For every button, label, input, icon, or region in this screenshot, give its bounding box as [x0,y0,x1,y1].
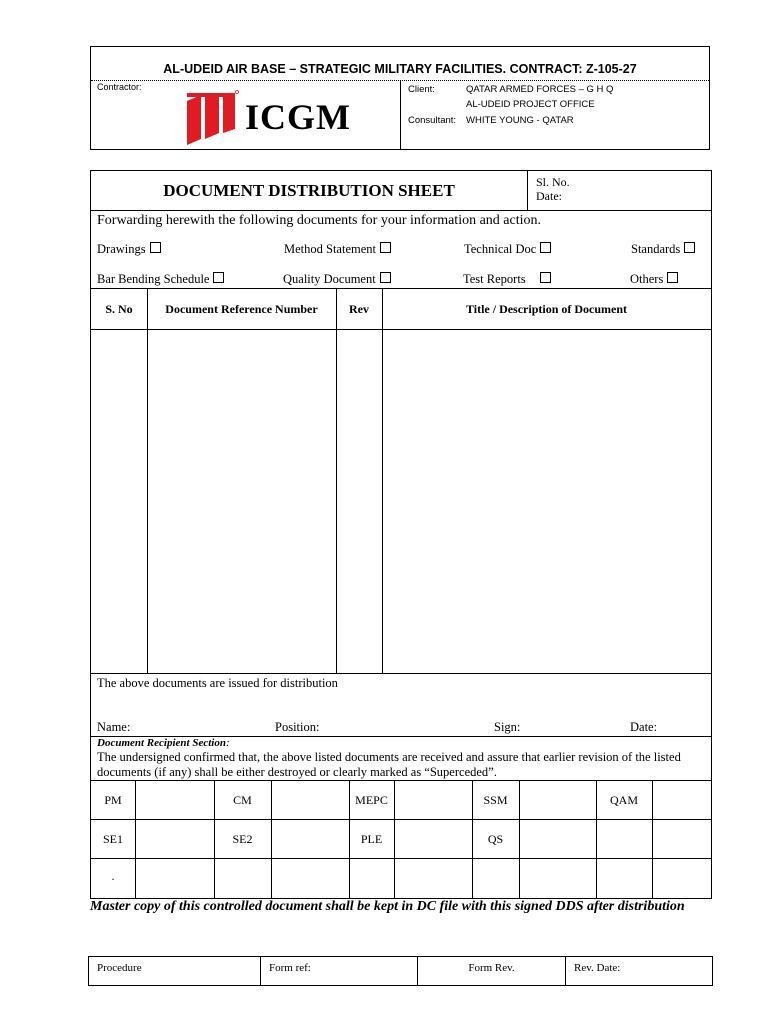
ref-number-entry-area[interactable] [148,330,336,673]
serial-date-box [527,171,711,211]
contractor-cell [91,81,401,149]
project-title: AL-UDEID AIR BASE – STRATEGIC MILITARY FACILITIES. CONTRACT: Z-105-27 [91,47,709,81]
checkbox-standards[interactable] [631,242,695,257]
checkbox-label: Technical Doc [464,242,537,256]
title-entry-area[interactable] [383,330,711,673]
position-field[interactable]: Position: [275,720,320,734]
recipient-heading-colon: : [225,737,230,749]
checkbox-square-icon[interactable] [380,272,391,283]
client-label: Client: [408,84,435,95]
checkbox-label: Bar Bending Schedule [97,272,210,286]
checkbox-square-icon[interactable] [540,272,551,283]
checkbox-test-reports[interactable] [463,272,551,287]
recipient-heading-text: Document Recipient Section [97,737,226,749]
se2-signature-cell[interactable] [272,820,349,858]
checkbox-square-icon[interactable] [684,242,695,253]
cm-signature-cell[interactable] [272,781,349,819]
recipient-cm: CM [233,793,252,807]
pm-signature-cell[interactable] [136,781,214,819]
column-header-rev: Rev [349,302,369,316]
document-table [91,288,711,674]
consultant-label: Consultant: [408,115,457,126]
column-header-title: Title / Description of Document [465,302,628,316]
checkbox-technical-doc[interactable] [464,242,551,257]
recipient-mepc: MEPC [355,793,388,807]
recipient-grid [91,780,711,898]
checkbox-square-icon[interactable] [540,242,551,253]
consultant-value: WHITE YOUNG - QATAR [466,115,574,126]
checkbox-square-icon[interactable] [150,242,161,253]
checkbox-square-icon[interactable] [380,242,391,253]
distribution-form [90,170,712,899]
footer-form-ref: Form ref: [261,957,418,985]
form-footer [88,956,713,986]
sign-field[interactable]: Sign: [494,720,521,734]
footer-rev-date: Rev. Date: [574,962,621,974]
qam-signature-cell[interactable] [653,781,711,819]
project-header [90,46,710,150]
checkbox-label: Quality Document [283,272,376,286]
icgm-logo-text: ICGM [245,97,351,137]
master-copy-note: Master copy of this controlled document shall be kept in DC file with this signed DDS after distribution [90,899,685,914]
ssm-signature-cell[interactable] [520,781,596,819]
checkbox-label: Others [630,272,664,286]
checkbox-square-icon[interactable] [667,272,678,283]
checkbox-label: Test Reports [463,272,526,286]
checkbox-label: Standards [631,242,681,256]
client-line2: AL-UDEID PROJECT OFFICE [466,99,595,110]
checkbox-bar-bending-schedule[interactable] [97,272,224,287]
name-field[interactable]: Name: [97,720,131,734]
rev-entry-area[interactable] [337,330,382,673]
checkbox-others[interactable] [630,272,678,287]
client-cell [401,81,709,149]
recipient-se1: SE1 [102,832,123,846]
checkbox-quality-document[interactable] [283,272,391,287]
footer-procedure: Procedure [89,957,261,985]
serial-number-label: Sl. No. [536,175,570,189]
column-header-sno: S. No [105,302,133,316]
recipient-pm: PM [104,793,122,807]
recipient-ssm: SSM [483,793,508,807]
qs-signature-cell[interactable] [520,820,596,858]
recipient-se2: SE2 [232,832,253,846]
recipient-section-heading [97,737,230,749]
checkbox-label: Drawings [97,242,146,256]
recipient-ple: PLE [360,832,383,846]
date-label: Date: [536,189,562,203]
checkbox-method-statement[interactable] [284,242,391,257]
checkbox-drawings[interactable] [97,242,161,257]
recipient-qs: QS [487,832,504,846]
issued-statement: The above documents are issued for distribution [97,676,338,690]
checkbox-square-icon[interactable] [213,272,224,283]
sno-entry-area[interactable] [91,330,147,673]
row3-mark: . [111,869,115,883]
footer-form-rev: Form Rev. [418,957,566,985]
title-row [91,171,711,211]
column-header-ref-number: Document Reference Number [165,302,318,316]
form-title: DOCUMENT DISTRIBUTION SHEET [163,181,455,200]
checkbox-label: Method Statement [284,242,376,256]
grid-row-divider [91,858,711,859]
se1-signature-cell[interactable] [136,820,214,858]
ple-signature-cell[interactable] [395,820,472,858]
contractor-label: Contractor: [97,82,142,92]
forwarding-text: Forwarding herewith the following documents for your information and action. [97,213,542,228]
icgm-logo-icon [183,89,239,145]
recipient-qam: QAM [609,793,638,807]
mepc-signature-cell[interactable] [395,781,472,819]
recipient-statement: The undersigned confirmed that, the above listed documents are received and assure that earlier revision of the listed documents (if any) shall be either destroyed or clearly marked as “Superceded”. [97,750,681,779]
date-field[interactable]: Date: [630,720,658,734]
client-line1: QATAR ARMED FORCES – G H Q [466,84,614,95]
